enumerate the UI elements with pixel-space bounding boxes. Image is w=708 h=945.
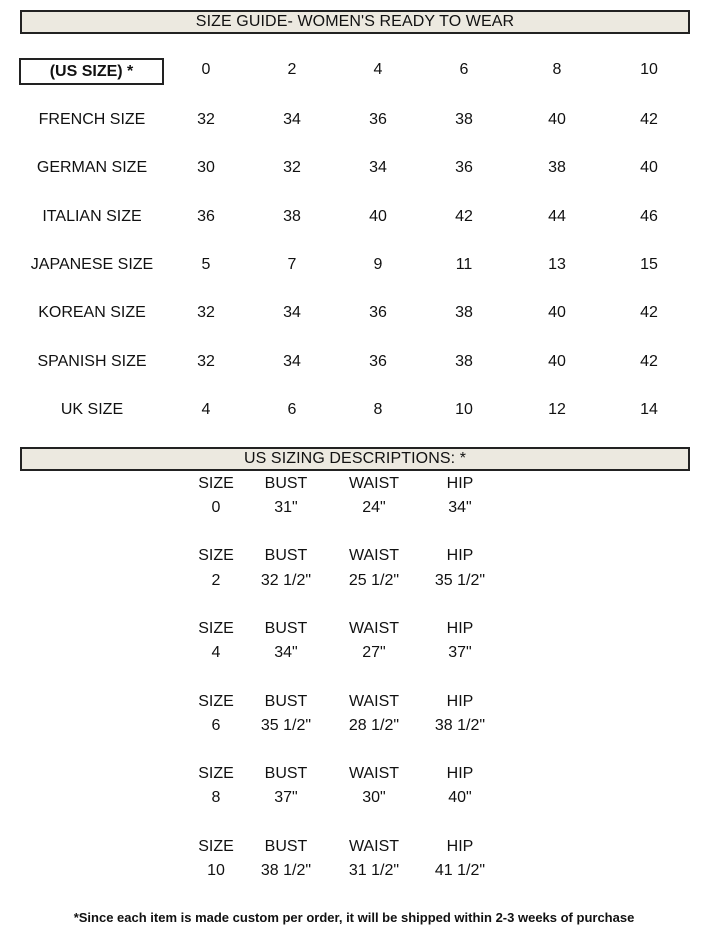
table-cell: 38 xyxy=(455,111,473,128)
table-cell: 15 xyxy=(640,256,658,273)
row-label-italian: ITALIAN SIZE xyxy=(42,208,142,225)
desc-hip-value: 40" xyxy=(448,789,472,806)
table-cell: 34 xyxy=(283,111,301,128)
row-label-korean: KOREAN SIZE xyxy=(38,304,146,321)
table-cell: 10 xyxy=(455,401,473,418)
table-cell: 40 xyxy=(548,353,566,370)
desc-waist-value: 25 1/2" xyxy=(348,572,400,589)
table-cell: 40 xyxy=(369,208,387,225)
table-cell: 42 xyxy=(640,304,658,321)
desc-waist-value: 24" xyxy=(362,499,386,516)
desc-waist-value: 27" xyxy=(362,644,386,661)
table-cell: 38 xyxy=(455,353,473,370)
table-cell: 6 xyxy=(287,401,297,418)
desc-size-label: SIZE xyxy=(198,475,234,492)
desc-bust-label: BUST xyxy=(264,620,308,637)
us-sizing-descriptions-title: US SIZING DESCRIPTIONS: * xyxy=(20,447,690,471)
desc-size-label: SIZE xyxy=(198,547,234,564)
desc-bust-value: 38 1/2" xyxy=(260,862,312,879)
desc-bust-value: 32 1/2" xyxy=(260,572,312,589)
row-label-spanish: SPANISH SIZE xyxy=(37,353,147,370)
table-cell: 4 xyxy=(201,401,211,418)
desc-waist-value: 28 1/2" xyxy=(348,717,400,734)
desc-waist-label: WAIST xyxy=(348,475,400,492)
desc-hip-label: HIP xyxy=(446,765,474,782)
desc-waist-label: WAIST xyxy=(348,765,400,782)
table-cell: 5 xyxy=(201,256,211,273)
table-cell: 38 xyxy=(455,304,473,321)
table-cell: 42 xyxy=(455,208,473,225)
desc-bust-value: 34" xyxy=(274,644,298,661)
us-size-0: 0 xyxy=(201,61,211,78)
table-cell: 42 xyxy=(640,353,658,370)
table-cell: 38 xyxy=(283,208,301,225)
table-cell: 36 xyxy=(369,304,387,321)
desc-size-label: SIZE xyxy=(198,693,234,710)
us-size-2: 4 xyxy=(373,61,383,78)
table-cell: 32 xyxy=(197,304,215,321)
table-cell: 42 xyxy=(640,111,658,128)
table-cell: 11 xyxy=(455,256,473,273)
desc-waist-label: WAIST xyxy=(348,620,400,637)
size-guide-title: SIZE GUIDE- WOMEN'S READY TO WEAR xyxy=(20,10,690,34)
us-size-header-label: (US SIZE) * xyxy=(19,58,164,85)
table-cell: 34 xyxy=(283,353,301,370)
desc-waist-label: WAIST xyxy=(348,838,400,855)
desc-hip-value: 41 1/2" xyxy=(434,862,486,879)
table-cell: 8 xyxy=(373,401,383,418)
table-cell: 40 xyxy=(548,304,566,321)
desc-hip-value: 34" xyxy=(448,499,472,516)
desc-size-value: 0 xyxy=(211,499,221,516)
table-cell: 34 xyxy=(283,304,301,321)
us-size-3: 6 xyxy=(459,61,469,78)
table-cell: 14 xyxy=(640,401,658,418)
row-label-uk: UK SIZE xyxy=(60,401,124,418)
desc-size-value: 4 xyxy=(211,644,221,661)
table-cell: 34 xyxy=(369,159,387,176)
table-cell: 12 xyxy=(548,401,566,418)
desc-bust-label: BUST xyxy=(264,475,308,492)
desc-bust-label: BUST xyxy=(264,838,308,855)
desc-hip-label: HIP xyxy=(446,693,474,710)
desc-hip-label: HIP xyxy=(446,475,474,492)
desc-waist-value: 31 1/2" xyxy=(348,862,400,879)
desc-hip-value: 38 1/2" xyxy=(434,717,486,734)
row-label-japanese: JAPANESE SIZE xyxy=(30,256,154,273)
table-cell: 7 xyxy=(287,256,297,273)
us-size-4: 8 xyxy=(552,61,562,78)
table-cell: 40 xyxy=(640,159,658,176)
table-cell: 36 xyxy=(455,159,473,176)
desc-size-value: 8 xyxy=(211,789,221,806)
desc-waist-label: WAIST xyxy=(348,547,400,564)
table-cell: 40 xyxy=(548,111,566,128)
desc-bust-label: BUST xyxy=(264,547,308,564)
row-label-german: GERMAN SIZE xyxy=(36,159,148,176)
table-cell: 36 xyxy=(369,111,387,128)
row-label-french: FRENCH SIZE xyxy=(38,111,146,128)
desc-bust-value: 35 1/2" xyxy=(260,717,312,734)
desc-bust-value: 31" xyxy=(274,499,298,516)
desc-size-label: SIZE xyxy=(198,838,234,855)
desc-bust-label: BUST xyxy=(264,693,308,710)
table-cell: 30 xyxy=(197,159,215,176)
desc-hip-label: HIP xyxy=(446,838,474,855)
desc-size-label: SIZE xyxy=(198,620,234,637)
table-cell: 32 xyxy=(197,111,215,128)
table-cell: 13 xyxy=(548,256,566,273)
footer-note: *Since each item is made custom per order, it will be shipped within 2-3 weeks of purchase xyxy=(73,910,635,925)
desc-hip-value: 37" xyxy=(448,644,472,661)
us-size-1: 2 xyxy=(287,61,297,78)
table-cell: 9 xyxy=(373,256,383,273)
table-cell: 32 xyxy=(197,353,215,370)
table-cell: 44 xyxy=(548,208,566,225)
desc-hip-value: 35 1/2" xyxy=(434,572,486,589)
desc-size-label: SIZE xyxy=(198,765,234,782)
desc-size-value: 10 xyxy=(207,862,225,879)
desc-size-value: 6 xyxy=(211,717,221,734)
table-cell: 36 xyxy=(197,208,215,225)
desc-hip-label: HIP xyxy=(446,620,474,637)
table-cell: 46 xyxy=(640,208,658,225)
us-size-5: 10 xyxy=(640,61,658,78)
table-cell: 32 xyxy=(283,159,301,176)
desc-bust-value: 37" xyxy=(274,789,298,806)
desc-waist-label: WAIST xyxy=(348,693,400,710)
desc-size-value: 2 xyxy=(211,572,221,589)
desc-waist-value: 30" xyxy=(362,789,386,806)
table-cell: 36 xyxy=(369,353,387,370)
table-cell: 38 xyxy=(548,159,566,176)
desc-bust-label: BUST xyxy=(264,765,308,782)
desc-hip-label: HIP xyxy=(446,547,474,564)
